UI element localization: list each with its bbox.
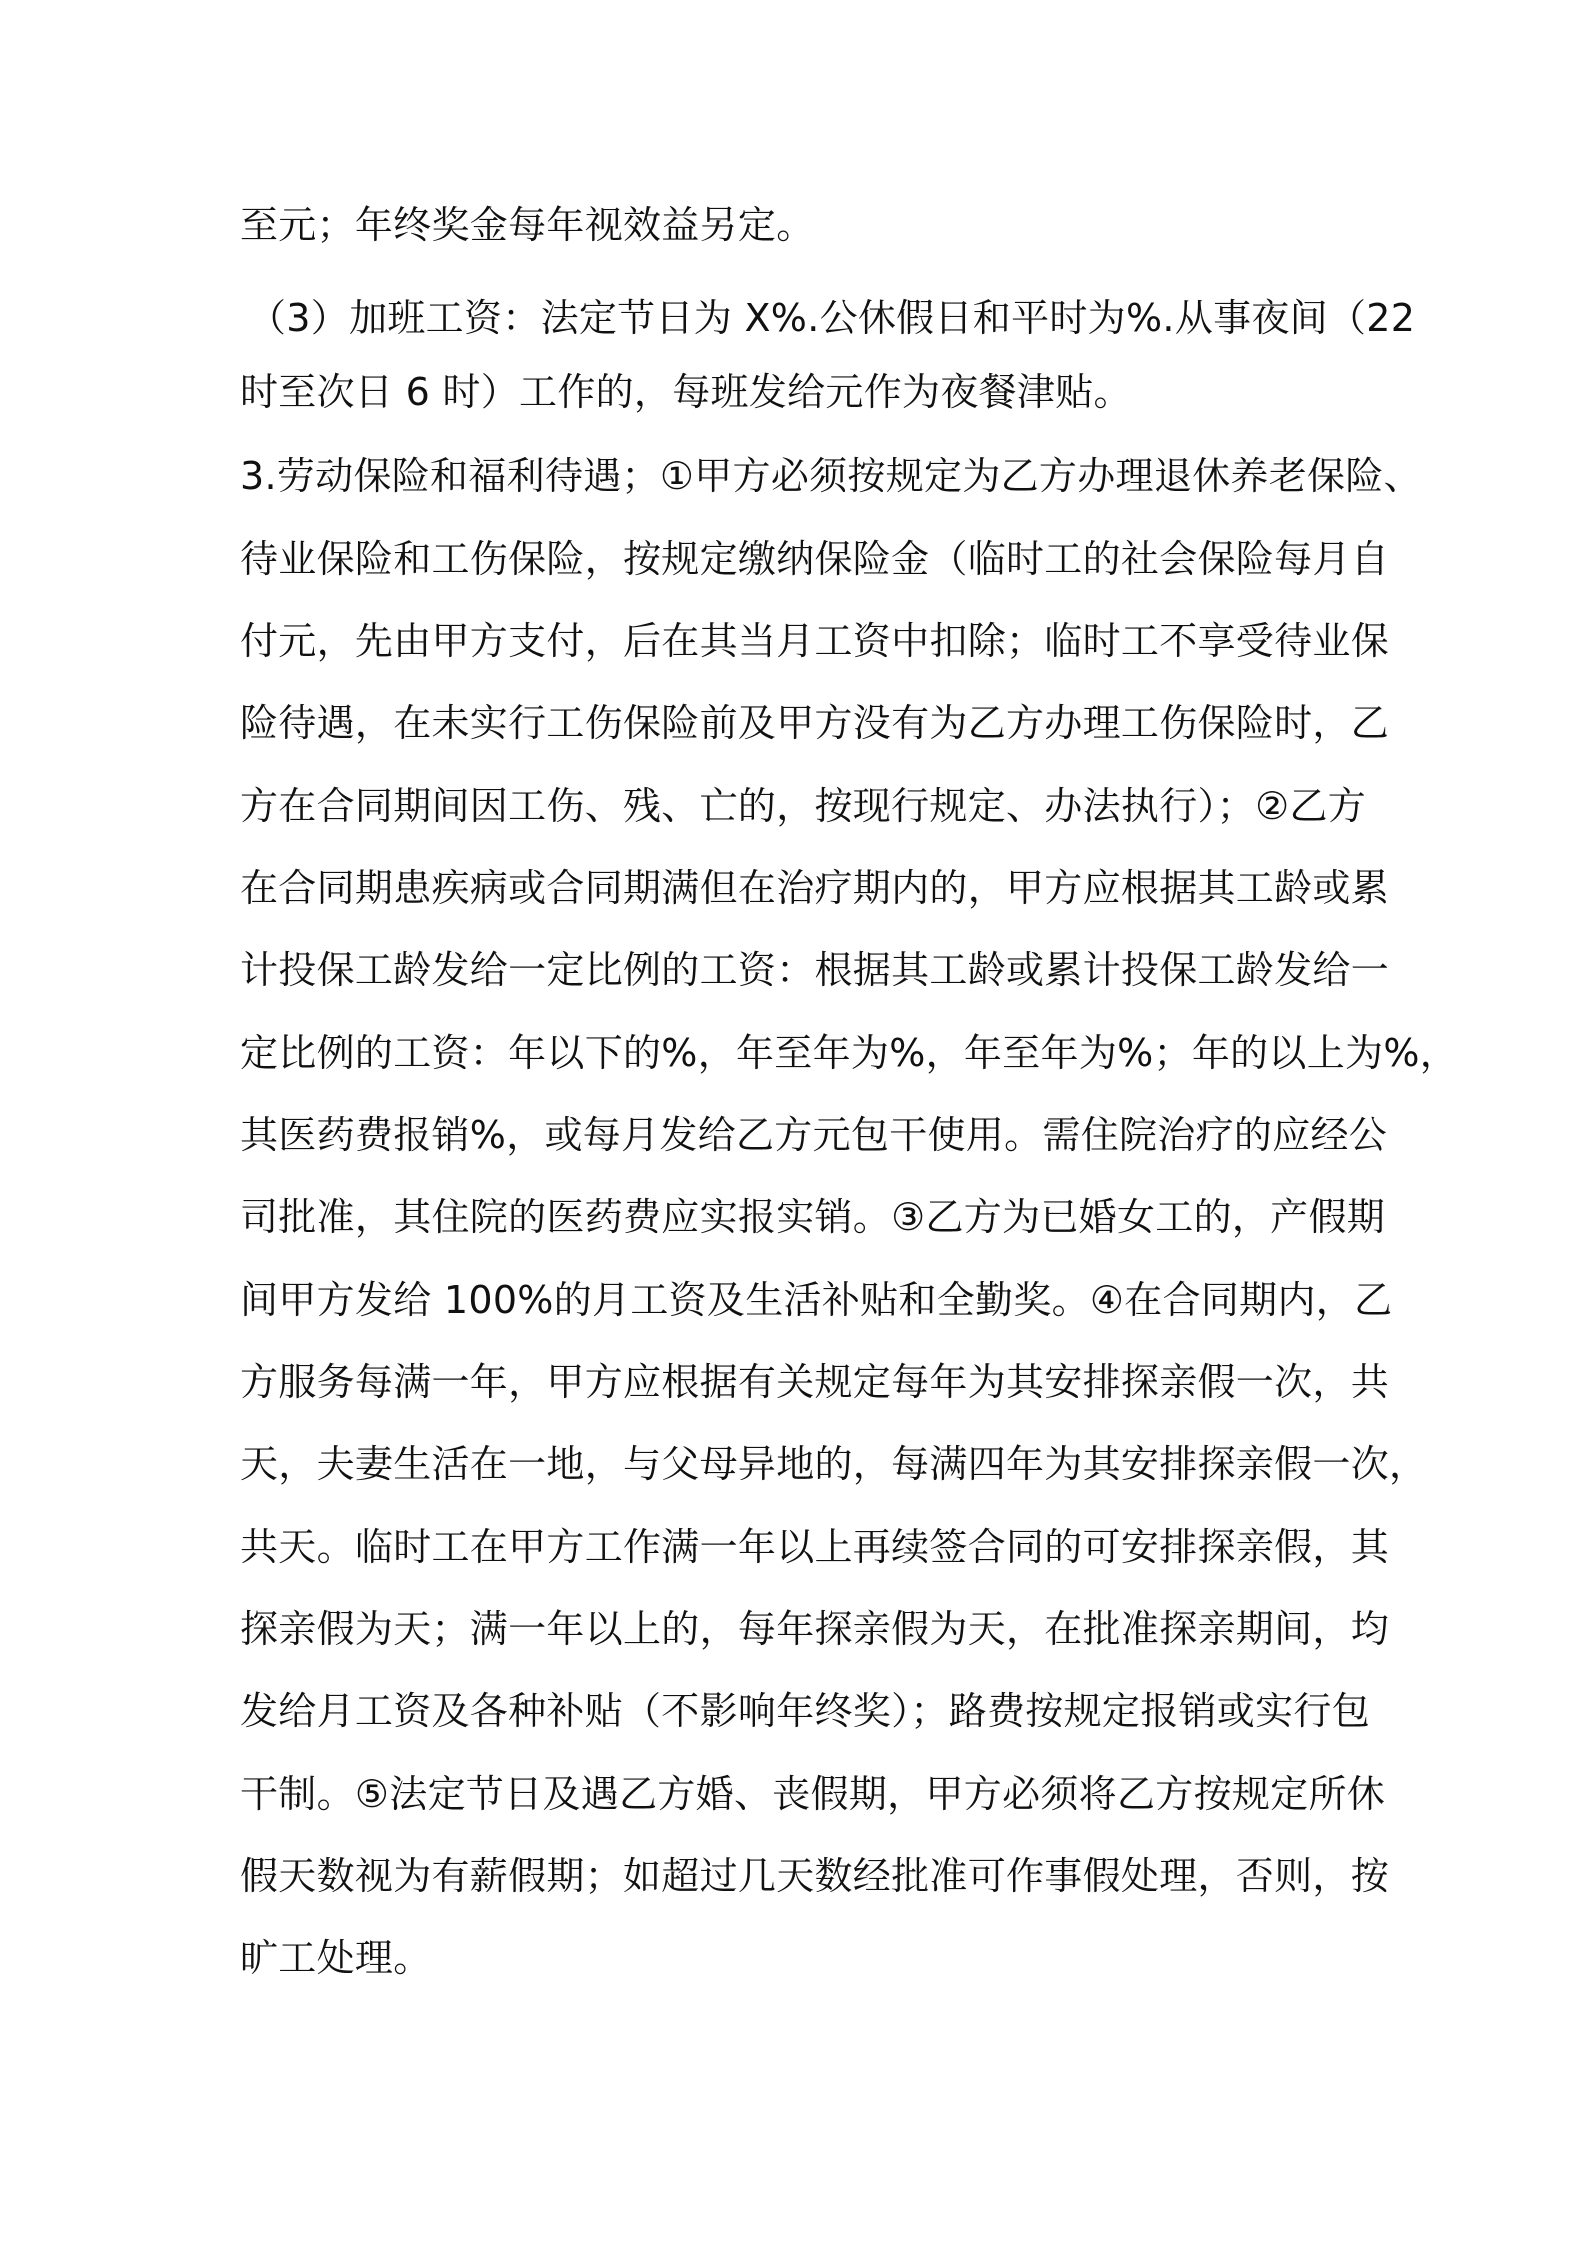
text-line: 计投保工龄发给一定比例的工资：根据其工龄或累计投保工龄发给一 — [240, 948, 1390, 992]
text-line: 假天数视为有薪假期；如超过几天数经批准可作事假处理，否则，按 — [240, 1854, 1390, 1898]
text-line: 定比例的工资：年以下的%，年至年为%，年至年为%；年的以上为%， — [240, 1031, 1459, 1075]
text-line: 3.劳动保险和福利待遇；①甲方必须按规定为乙方办理退休养老保险、 — [240, 454, 1422, 498]
text-line: 方服务每满一年，甲方应根据有关规定每年为其安排探亲假一次，共 — [240, 1360, 1390, 1404]
text-line: （3）加班工资：法定节日为 X%.公休假日和平时为%.从事夜间（22 — [248, 296, 1416, 340]
text-line: 至元；年终奖金每年视效益另定。 — [240, 203, 815, 247]
text-line: 方在合同期间因工伤、残、亡的，按现行规定、办法执行）；②乙方 — [240, 784, 1367, 828]
text-line: 间甲方发给 100%的月工资及生活补贴和全勤奖。④在合同期内，乙 — [240, 1278, 1393, 1322]
text-line: 司批准，其住院的医药费应实报实销。③乙方为已婚女工的，产假期 — [240, 1195, 1386, 1239]
text-line: 待业保险和工伤保险，按规定缴纳保险金（临时工的社会保险每月自 — [240, 537, 1390, 581]
text-line: 付元，先由甲方支付，后在其当月工资中扣除；临时工不享受待业保 — [240, 619, 1390, 663]
text-line: 在合同期患疾病或合同期满但在治疗期内的，甲方应根据其工龄或累 — [240, 866, 1390, 910]
text-line: 干制。⑤法定节日及遇乙方婚、丧假期，甲方必须将乙方按规定所休 — [240, 1772, 1386, 1816]
text-line: 共天。临时工在甲方工作满一年以上再续签合同的可安排探亲假，其 — [240, 1525, 1390, 1569]
text-line: 时至次日 6 时）工作的，每班发给元作为夜餐津贴。 — [240, 370, 1132, 414]
text-line: 险待遇，在未实行工伤保险前及甲方没有为乙方办理工伤保险时，乙 — [240, 701, 1390, 745]
text-line: 探亲假为天；满一年以上的，每年探亲假为天，在批准探亲期间，均 — [240, 1607, 1390, 1651]
text-line: 发给月工资及各种补贴（不影响年终奖）；路费按规定报销或实行包 — [240, 1689, 1371, 1733]
text-line: 其医药费报销%，或每月发给乙方元包干使用。需住院治疗的应经公 — [240, 1113, 1388, 1157]
text-line: 旷工处理。 — [240, 1936, 432, 1980]
text-line: 天，夫妻生活在一地，与父母异地的，每满四年为其安排探亲假一次， — [240, 1442, 1428, 1486]
